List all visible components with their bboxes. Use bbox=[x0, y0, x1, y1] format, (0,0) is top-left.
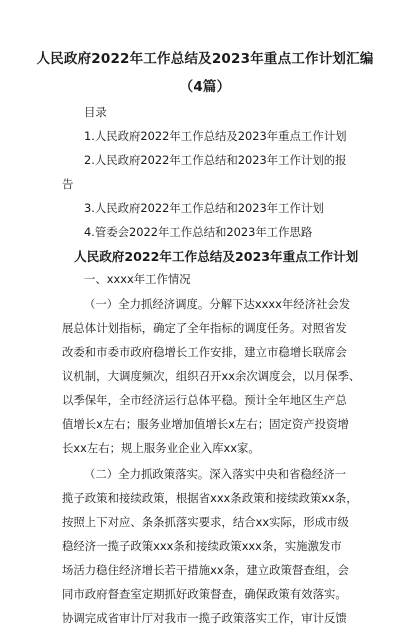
toc-item-continuation: 告 bbox=[62, 177, 74, 191]
paragraph-line: 长xx左右；规上服务业企业入库xx家。 bbox=[62, 441, 260, 455]
sub-heading: 一、xxxx年工作情况 bbox=[84, 272, 191, 286]
paragraph-line: 展总体计划指标，确定了全年指标的调度任务。对照省发 bbox=[62, 321, 347, 335]
toc-item: 1.人民政府2022年工作总结及2023年重点工作计划 bbox=[84, 129, 347, 143]
paragraph-line: 改委和市委市政府稳增长工作安排，建立市稳增长联席会 bbox=[62, 345, 347, 359]
paragraph-line: 议机制，大调度频次，组织召开xx余次调度会，以月保季、 bbox=[62, 369, 361, 383]
paragraph-line: （一）全力抓经济调度。分解下达xxxx年经济社会发 bbox=[84, 297, 351, 311]
paragraph-line: （二）全力抓政策落实。深入落实中央和省稳经济一 bbox=[84, 467, 346, 481]
paragraph-line: 稳经济一揽子政策xxx条和接续政策xxx条，实施激发市 bbox=[62, 539, 342, 553]
paragraph-line: 值增长x左右；服务业增加值增长x左右；固定资产投资增 bbox=[62, 417, 349, 431]
document-title: 人民政府2022年工作总结及2023年重点工作计划汇编 bbox=[36, 51, 374, 67]
paragraph-line: 协调完成省审计厅对我市一揽子政策落实工作，审计反馈 bbox=[62, 611, 347, 625]
paragraph-line: 按照上下对应、条条抓落实要求，结合xx实际，形成市级 bbox=[62, 515, 349, 529]
toc-item: 3.人民政府2022年工作总结和2023年工作计划 bbox=[84, 201, 324, 215]
toc-item: 2.人民政府2022年工作总结和2023年工作计划的报 bbox=[84, 153, 347, 167]
section-heading: 人民政府2022年工作总结及2023年重点工作计划 bbox=[74, 249, 359, 264]
toc-item: 4.管委会2022年工作总结和2023年工作思路 bbox=[84, 225, 313, 239]
paragraph-line: 以季保年，全市经济运行总体平稳。预计全年地区生产总 bbox=[62, 393, 347, 407]
paragraph-line: 场活力稳住经济增长若干措施xx条，建立政策督查组，会 bbox=[62, 563, 349, 577]
paragraph-line: 揽子政策和接续政策，根据省xxx条政策和接续政策xx条， bbox=[62, 491, 358, 505]
toc-label: 目录 bbox=[84, 105, 107, 119]
document-title-count: （4篇） bbox=[179, 79, 231, 95]
paragraph-line: 同市政府督查室定期抓好政策督查，确保政策有效落实。 bbox=[62, 587, 347, 601]
